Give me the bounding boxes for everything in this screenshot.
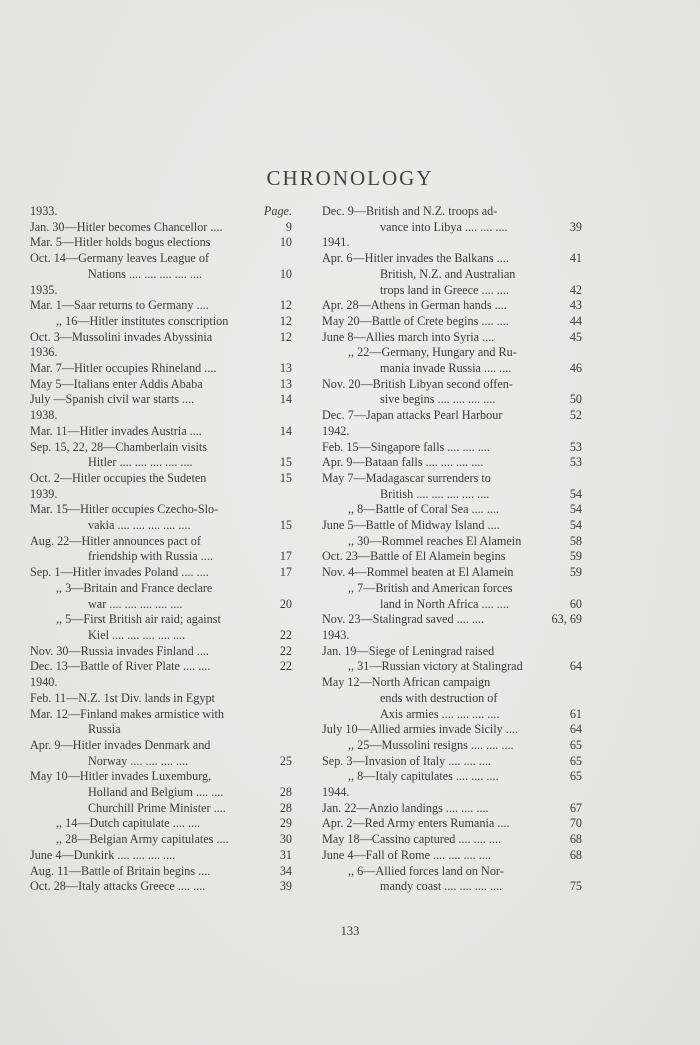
entry-page-ref: 28 bbox=[279, 800, 292, 815]
chronology-entry bbox=[30, 549, 292, 565]
chronology-right-column bbox=[322, 204, 582, 895]
entry-page-ref: 13 bbox=[279, 361, 292, 376]
entry-text: Sep. 3—Invasion of Italy .... .... .... bbox=[322, 753, 491, 768]
entry-page-ref: 15 bbox=[279, 518, 292, 533]
entry-page-ref: 64 bbox=[569, 659, 582, 674]
entry-text: sive begins .... .... .... .... bbox=[380, 392, 496, 407]
entry-text: 1940. bbox=[30, 675, 58, 690]
entry-page-ref: 70 bbox=[569, 816, 582, 831]
chronology-entry bbox=[30, 455, 292, 471]
chronology-entry bbox=[322, 267, 582, 283]
entry-text: Apr. 9—Hitler invades Denmark and bbox=[30, 737, 211, 752]
entry-page-ref: 54 bbox=[569, 518, 582, 533]
entry-text: Jan. 22—Anzio landings .... .... .... bbox=[322, 800, 489, 815]
entry-page-ref: 44 bbox=[569, 313, 582, 328]
entry-page-ref: 50 bbox=[569, 392, 582, 407]
entry-text: 1942. bbox=[322, 423, 350, 438]
entry-text: ,, 30—Rommel reaches El Alamein bbox=[348, 533, 522, 548]
entry-page-ref: 65 bbox=[569, 753, 582, 768]
page-number: 133 bbox=[340, 924, 360, 938]
chronology-entry bbox=[322, 392, 582, 408]
entry-page-ref: 12 bbox=[279, 329, 292, 344]
entry-text: Oct. 23—Battle of El Alamein begins bbox=[322, 549, 506, 564]
entry-page-ref: 43 bbox=[569, 298, 582, 313]
entry-text: Jan. 19—Siege of Leningrad raised bbox=[322, 643, 495, 658]
entry-text: Dec. 7—Japan attacks Pearl Harbour bbox=[322, 408, 503, 423]
entry-text: May 18—Cassino captured .... .... .... bbox=[322, 832, 502, 847]
chronology-entry bbox=[322, 769, 582, 785]
chronology-entry bbox=[322, 424, 582, 440]
entry-page-ref: 65 bbox=[569, 737, 582, 752]
entry-text: July —Spanish civil war starts .... bbox=[30, 392, 195, 407]
chronology-entry bbox=[322, 659, 582, 675]
entry-text: Nov. 23—Stalingrad saved .... .... bbox=[322, 612, 485, 627]
chronology-entry bbox=[30, 251, 292, 267]
entry-page-ref: 41 bbox=[569, 251, 582, 266]
chronology-entry bbox=[30, 424, 292, 440]
entry-text: Sep. 1—Hitler invades Poland .... .... bbox=[30, 565, 209, 580]
chronology-entry bbox=[30, 832, 292, 848]
entry-text: 1943. bbox=[322, 627, 350, 642]
entry-text: ,, 7—British and American forces bbox=[348, 580, 513, 595]
chronology-entry bbox=[30, 864, 292, 880]
entry-page-ref: 68 bbox=[569, 847, 582, 862]
entry-page-ref: 10 bbox=[279, 266, 292, 281]
entry-page-ref: 34 bbox=[279, 863, 292, 878]
chronology-entry bbox=[30, 769, 292, 785]
chronology-entry bbox=[322, 722, 582, 738]
entry-page-ref: 20 bbox=[279, 596, 292, 611]
chronology-entry bbox=[322, 204, 582, 220]
entry-text: Mar. 5—Hitler holds bogus elections bbox=[30, 235, 211, 250]
chronology-entry bbox=[322, 612, 582, 628]
entry-page-ref: 54 bbox=[569, 486, 582, 501]
entry-page-ref: 28 bbox=[279, 785, 292, 800]
entry-text: Apr. 9—Bataan falls .... .... .... .... bbox=[322, 455, 484, 470]
chronology-entry bbox=[30, 392, 292, 408]
entry-text: ,, 6—Allied forces land on Nor- bbox=[348, 863, 504, 878]
entry-page-ref: 53 bbox=[569, 455, 582, 470]
entry-text: 1936. bbox=[30, 345, 58, 360]
chronology-entry bbox=[322, 345, 582, 361]
entry-page-ref: 17 bbox=[279, 565, 292, 580]
entry-text: ,, 22—Germany, Hungary and Ru- bbox=[348, 345, 517, 360]
entry-page-ref: 60 bbox=[569, 596, 582, 611]
chronology-entry bbox=[30, 314, 292, 330]
chronology-entry bbox=[30, 345, 292, 361]
entry-text: vakia .... .... .... .... .... bbox=[88, 518, 191, 533]
entry-page-ref: 17 bbox=[279, 549, 292, 564]
entry-text: Mar. 15—Hitler occupies Czecho-Slo- bbox=[30, 502, 219, 517]
chronology-entry bbox=[322, 330, 582, 346]
chronology-entry bbox=[322, 440, 582, 456]
chronology-entry bbox=[322, 502, 582, 518]
entry-text: Apr. 6—Hitler invades the Balkans .... bbox=[322, 251, 509, 266]
page-title: CHRONOLOGY bbox=[266, 166, 434, 190]
entry-page-ref: 68 bbox=[569, 832, 582, 847]
chronology-entry bbox=[30, 644, 292, 660]
entry-page-ref: 39 bbox=[279, 879, 292, 894]
chronology-entry bbox=[30, 597, 292, 613]
entry-page-ref: 63, 69 bbox=[551, 612, 582, 627]
entry-text: 1933. bbox=[30, 204, 58, 218]
entry-page-ref: 10 bbox=[279, 235, 292, 250]
chronology-entry bbox=[30, 848, 292, 864]
chronology-entry bbox=[30, 628, 292, 644]
chronology-entry bbox=[322, 707, 582, 723]
entry-text: May 7—Madagascar surrenders to bbox=[322, 470, 491, 485]
chronology-entry bbox=[322, 518, 582, 534]
entry-text: land in North Africa .... .... bbox=[380, 596, 509, 611]
entry-text: ,, 28—Belgian Army capitulates .... bbox=[56, 832, 229, 847]
entry-text: mandy coast .... .... .... .... bbox=[380, 879, 503, 894]
chronology-entry bbox=[322, 581, 582, 597]
chronology-entry bbox=[322, 251, 582, 267]
chronology-entry bbox=[30, 754, 292, 770]
entry-page-ref: 53 bbox=[569, 439, 582, 454]
chronology-entry bbox=[322, 220, 582, 236]
entry-text: Aug. 22—Hitler announces pact of bbox=[30, 533, 201, 548]
entry-text: Nations .... .... .... .... .... bbox=[88, 266, 203, 281]
entry-text: friendship with Russia .... bbox=[88, 549, 213, 564]
entry-text: June 4—Fall of Rome .... .... .... .... bbox=[322, 847, 491, 862]
entry-text: May 10—Hitler invades Luxemburg, bbox=[30, 769, 212, 784]
entry-text: ,, 16—Hitler institutes conscription bbox=[56, 313, 229, 328]
entry-text: mania invade Russia .... .... bbox=[380, 361, 512, 376]
chronology-entry bbox=[30, 801, 292, 817]
chronology-entry bbox=[30, 612, 292, 628]
chronology-entry bbox=[322, 832, 582, 848]
entry-text: May 20—Battle of Crete begins .... .... bbox=[322, 313, 509, 328]
entry-page-ref: 9 bbox=[285, 219, 292, 234]
chronology-entry bbox=[322, 408, 582, 424]
entry-page-ref: Page. bbox=[263, 204, 292, 218]
chronology-entry bbox=[30, 518, 292, 534]
entry-text: June 4—Dunkirk .... .... .... .... bbox=[30, 847, 176, 862]
entry-page-ref: 39 bbox=[569, 219, 582, 234]
chronology-entry bbox=[322, 455, 582, 471]
entry-text: ,, 14—Dutch capitulate .... .... bbox=[56, 816, 201, 831]
entry-text: British, N.Z. and Australian bbox=[380, 266, 516, 281]
chronology-entry bbox=[30, 267, 292, 283]
entry-text: Mar. 1—Saar returns to Germany .... bbox=[30, 298, 209, 313]
chronology-entry bbox=[322, 801, 582, 817]
entry-text: ,, 8—Battle of Coral Sea .... .... bbox=[348, 502, 499, 517]
entry-page-ref: 31 bbox=[279, 847, 292, 862]
entry-page-ref: 13 bbox=[279, 376, 292, 391]
entry-text: Kiel .... .... .... .... .... bbox=[88, 627, 186, 642]
entry-text: ends with destruction of bbox=[380, 690, 498, 705]
chronology-entry bbox=[322, 377, 582, 393]
entry-text: Dec. 9—British and N.Z. troops ad- bbox=[322, 204, 498, 218]
entry-page-ref: 14 bbox=[279, 423, 292, 438]
chronology-entry bbox=[30, 785, 292, 801]
entry-text: 1938. bbox=[30, 408, 58, 423]
chronology-entry bbox=[322, 565, 582, 581]
entry-text: Russia bbox=[88, 722, 121, 737]
chronology-entry bbox=[30, 220, 292, 236]
entry-page-ref: 64 bbox=[569, 722, 582, 737]
chronology-entry bbox=[30, 816, 292, 832]
entry-text: ,, 31—Russian victory at Stalingrad bbox=[348, 659, 523, 674]
entry-text: 1939. bbox=[30, 486, 58, 501]
entry-page-ref: 14 bbox=[279, 392, 292, 407]
entry-page-ref: 59 bbox=[569, 549, 582, 564]
entry-page-ref: 46 bbox=[569, 361, 582, 376]
chronology-entry bbox=[30, 361, 292, 377]
entry-page-ref: 58 bbox=[569, 533, 582, 548]
chronology-entry bbox=[30, 502, 292, 518]
entry-page-ref: 12 bbox=[279, 313, 292, 328]
entry-text: May 5—Italians enter Addis Ababa bbox=[30, 376, 203, 391]
chronology-entry bbox=[30, 471, 292, 487]
chronology-entry bbox=[30, 377, 292, 393]
chronology-entry bbox=[30, 283, 292, 299]
entry-text: British .... .... .... .... .... bbox=[380, 486, 490, 501]
chronology-entry bbox=[322, 848, 582, 864]
entry-text: Apr. 28—Athens in German hands .... bbox=[322, 298, 507, 313]
entry-text: May 12—North African campaign bbox=[322, 675, 491, 690]
chronology-left-column bbox=[30, 204, 292, 895]
entry-text: Nov. 30—Russia invades Finland .... bbox=[30, 643, 209, 658]
chronology-entry bbox=[322, 298, 582, 314]
entry-text: July 10—Allied armies invade Sicily .... bbox=[322, 722, 518, 737]
entry-text: Sep. 15, 22, 28—Chamberlain visits bbox=[30, 439, 208, 454]
chronology-entry bbox=[322, 738, 582, 754]
chronology-entry bbox=[322, 879, 582, 895]
entry-text: Mar. 11—Hitler invades Austria .... bbox=[30, 423, 202, 438]
chronology-entry bbox=[322, 628, 582, 644]
chronology-entry bbox=[322, 314, 582, 330]
entry-text: ,, 3—Britain and France declare bbox=[56, 580, 213, 595]
chronology-entry bbox=[30, 691, 292, 707]
chronology-entry bbox=[322, 597, 582, 613]
entry-page-ref: 22 bbox=[279, 627, 292, 642]
entry-page-ref: 30 bbox=[279, 832, 292, 847]
entry-page-ref: 29 bbox=[279, 816, 292, 831]
entry-text: Axis armies .... .... .... .... bbox=[380, 706, 500, 721]
chronology-entry bbox=[322, 471, 582, 487]
chronology-entry bbox=[30, 675, 292, 691]
entry-page-ref: 67 bbox=[569, 800, 582, 815]
entry-page-ref: 12 bbox=[279, 298, 292, 313]
entry-text: Oct. 14—Germany leaves League of bbox=[30, 251, 210, 266]
chronology-entry bbox=[322, 785, 582, 801]
chronology-entry bbox=[322, 754, 582, 770]
entry-text: June 5—Battle of Midway Island .... bbox=[322, 518, 500, 533]
entry-text: Dec. 13—Battle of River Plate .... .... bbox=[30, 659, 211, 674]
entry-text: Norway .... .... .... .... bbox=[88, 753, 189, 768]
entry-text: ,, 25—Mussolini resigns .... .... .... bbox=[348, 737, 514, 752]
entry-text: Feb. 15—Singapore falls .... .... .... bbox=[322, 439, 490, 454]
entry-page-ref: 52 bbox=[569, 408, 582, 423]
entry-text: Holland and Belgium .... .... bbox=[88, 785, 224, 800]
entry-text: Nov. 4—Rommel beaten at El Alamein bbox=[322, 565, 514, 580]
entry-page-ref: 59 bbox=[569, 565, 582, 580]
chronology-entry bbox=[322, 675, 582, 691]
chronology-entry bbox=[30, 659, 292, 675]
chronology-entry bbox=[322, 361, 582, 377]
chronology-entry bbox=[322, 235, 582, 251]
chronology-entry bbox=[30, 487, 292, 503]
chronology-entry bbox=[30, 235, 292, 251]
chronology-entry bbox=[30, 879, 292, 895]
entry-text: Oct. 28—Italy attacks Greece .... .... bbox=[30, 879, 206, 894]
chronology-entry bbox=[30, 534, 292, 550]
entry-text: Nov. 20—British Libyan second offen- bbox=[322, 376, 513, 391]
chronology-entry bbox=[322, 816, 582, 832]
entry-text: Jan. 30—Hitler becomes Chancellor .... bbox=[30, 219, 223, 234]
chronology-entry bbox=[30, 330, 292, 346]
entry-page-ref: 42 bbox=[569, 282, 582, 297]
entry-page-ref: 54 bbox=[569, 502, 582, 517]
entry-text: Oct. 3—Mussolini invades Abyssinia bbox=[30, 329, 213, 344]
chronology-entry bbox=[30, 738, 292, 754]
entry-page-ref: 45 bbox=[569, 329, 582, 344]
chronology-entry bbox=[322, 864, 582, 880]
entry-text: Mar. 12—Finland makes armistice with bbox=[30, 706, 224, 721]
entry-text: ,, 5—First British air raid; against bbox=[56, 612, 221, 627]
entry-page-ref: 22 bbox=[279, 659, 292, 674]
chronology-entry bbox=[322, 549, 582, 565]
entry-page-ref: 65 bbox=[569, 769, 582, 784]
entry-text: Oct. 2—Hitler occupies the Sudeten bbox=[30, 470, 207, 485]
chronology-entry bbox=[30, 581, 292, 597]
chronology-entry bbox=[30, 440, 292, 456]
chronology-entry bbox=[30, 722, 292, 738]
entry-text: trops land in Greece .... .... bbox=[380, 282, 509, 297]
entry-page-ref: 61 bbox=[569, 706, 582, 721]
entry-text: June 8—Allies march into Syria .... bbox=[322, 329, 495, 344]
entry-text: Aug. 11—Battle of Britain begins .... bbox=[30, 863, 211, 878]
entry-page-ref: 15 bbox=[279, 470, 292, 485]
entry-text: vance into Libya .... .... .... bbox=[380, 219, 508, 234]
entry-text: 1935. bbox=[30, 282, 58, 297]
chronology-entry bbox=[322, 644, 582, 660]
chronology-entry bbox=[30, 707, 292, 723]
entry-text: Apr. 2—Red Army enters Rumania .... bbox=[322, 816, 510, 831]
entry-page-ref: 15 bbox=[279, 455, 292, 470]
entry-page-ref: 25 bbox=[279, 753, 292, 768]
entry-page-ref: 75 bbox=[569, 879, 582, 894]
chronology-entry bbox=[322, 283, 582, 299]
chronology-entry bbox=[30, 565, 292, 581]
entry-text: 1941. bbox=[322, 235, 350, 250]
entry-text: ,, 8—Italy capitulates .... .... .... bbox=[348, 769, 499, 784]
entry-text: Hitler .... .... .... .... .... bbox=[88, 455, 193, 470]
chronology-entry bbox=[322, 487, 582, 503]
entry-text: Mar. 7—Hitler occupies Rhineland .... bbox=[30, 361, 217, 376]
chronology-entry bbox=[322, 691, 582, 707]
entry-text: war .... .... .... .... .... bbox=[88, 596, 183, 611]
chronology-entry bbox=[322, 534, 582, 550]
entry-text: Feb. 11—N.Z. 1st Div. lands in Egypt bbox=[30, 690, 215, 705]
chronology-entry bbox=[30, 408, 292, 424]
chronology-entry bbox=[30, 204, 292, 220]
entry-text: Churchill Prime Minister .... bbox=[88, 800, 226, 815]
entry-text: 1944. bbox=[322, 785, 350, 800]
entry-page-ref: 22 bbox=[279, 643, 292, 658]
chronology-entry bbox=[30, 298, 292, 314]
